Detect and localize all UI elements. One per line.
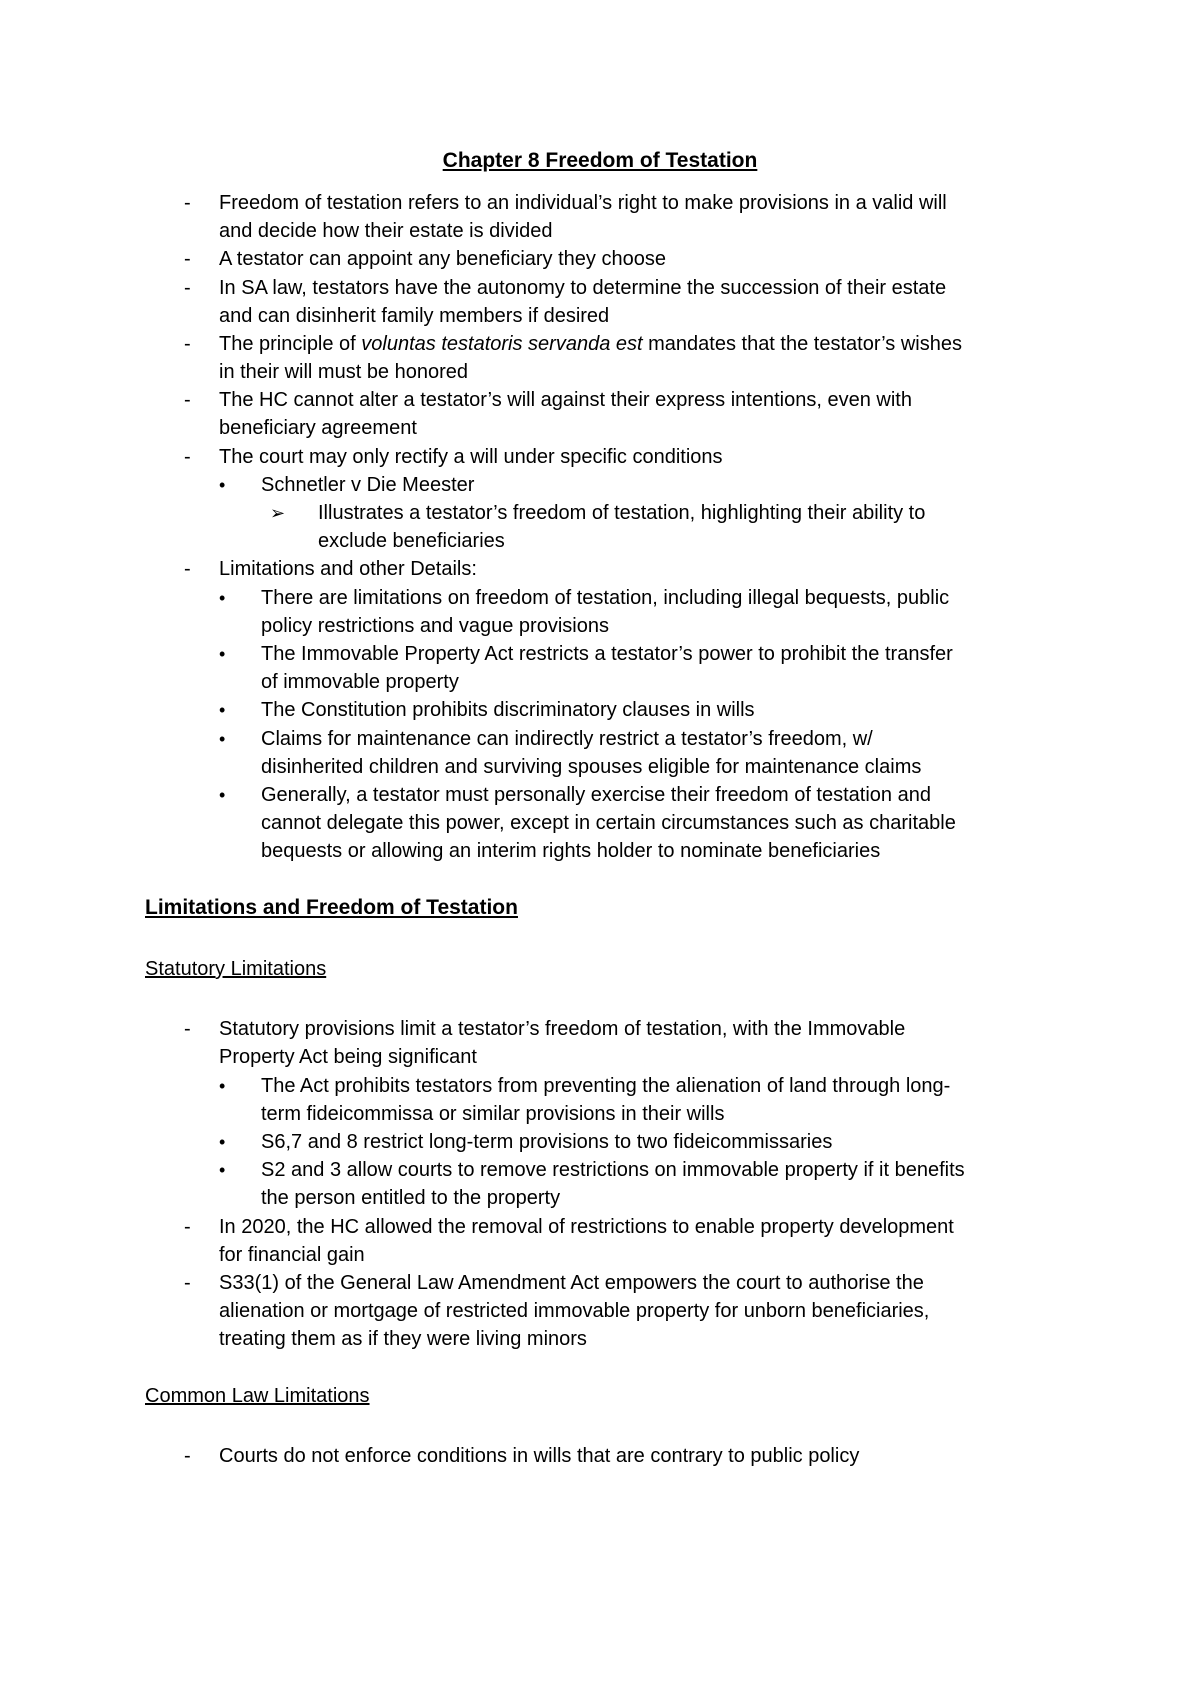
dash-marker: - [184, 277, 191, 299]
list-item-text: Limitations and other Details: [219, 558, 477, 580]
dash-marker: - [184, 389, 191, 411]
sub-item-text: Claims for maintenance can indirectly restrict a testator’s freedom, w/ [261, 728, 873, 750]
list-item-text: beneficiary agreement [219, 417, 417, 439]
list-item-text: Property Act being significant [219, 1046, 477, 1068]
list-item-text: Courts do not enforce conditions in wills that are contrary to public policy [219, 1445, 860, 1467]
list-item-text: A testator can appoint any beneficiary they choose [219, 248, 666, 270]
dash-marker: - [184, 333, 191, 355]
list-item-text: in their will must be honored [219, 361, 469, 383]
list-item-text: and can disinherit family members if desired [219, 305, 610, 327]
list-item-text: In SA law, testators have the autonomy to determine the succession of their estate [219, 277, 947, 299]
dash-marker: - [184, 192, 191, 214]
bullet-marker: • [219, 475, 226, 495]
list-item-text: The HC cannot alter a testator’s will against their express intentions, even with [219, 389, 912, 411]
bullet-marker: • [219, 1160, 226, 1180]
list-item-text: Freedom of testation refers to an individual’s right to make provisions in a valid will [219, 192, 947, 214]
sub-item-text: S2 and 3 allow courts to remove restrictions on immovable property if it benefits [261, 1159, 965, 1181]
section-heading: Limitations and Freedom of Testation [145, 896, 518, 919]
sub-item-text: policy restrictions and vague provisions [261, 615, 609, 637]
list-item-text: The court may only rectify a will under specific conditions [219, 446, 723, 468]
latin-maxim: voluntas testatoris servanda est [361, 333, 643, 355]
list-item-text: alienation or mortgage of restricted immovable property for unborn beneficiaries, [219, 1300, 930, 1322]
sub-item-text: term fideicommissa or similar provisions in their wills [261, 1103, 725, 1125]
sub-sub-item-text: exclude beneficiaries [318, 530, 505, 552]
dash-marker: - [184, 1445, 191, 1467]
dash-marker: - [184, 446, 191, 468]
dash-marker: - [184, 558, 191, 580]
dash-marker: - [184, 1272, 191, 1294]
list-item-text: and decide how their estate is divided [219, 220, 553, 242]
list-item-text: S33(1) of the General Law Amendment Act empowers the court to authorise the [219, 1272, 924, 1294]
list-item-text: for financial gain [219, 1244, 365, 1266]
list-item-text: treating them as if they were living minors [219, 1328, 587, 1350]
bullet-marker: • [219, 785, 226, 805]
bullet-marker: • [219, 1076, 226, 1096]
bullet-marker: • [219, 588, 226, 608]
list-item-text: The principle of voluntas testatoris servanda est mandates that the testator’s wishes [219, 333, 962, 355]
sub-item-text: The Constitution prohibits discriminatory clauses in wills [261, 699, 755, 721]
sub-item-text: Schnetler v Die Meester [261, 474, 475, 496]
sub-item-text: The Immovable Property Act restricts a testator’s power to prohibit the transfer [261, 643, 953, 665]
sub-item-text: cannot delegate this power, except in certain circumstances such as charitable [261, 812, 956, 834]
sub-item-text: disinherited children and surviving spouses eligible for maintenance claims [261, 756, 922, 778]
bullet-marker: • [219, 700, 226, 720]
bullet-marker: • [219, 1132, 226, 1152]
sub-item-text: of immovable property [261, 671, 459, 693]
bullet-marker: • [219, 644, 226, 664]
sub-item-text: the person entitled to the property [261, 1187, 561, 1209]
subsection-heading-statutory: Statutory Limitations [145, 958, 327, 980]
bullet-marker: • [219, 729, 226, 749]
sub-item-text: S6,7 and 8 restrict long-term provisions to two fideicommissaries [261, 1131, 833, 1153]
dash-marker: - [184, 248, 191, 270]
subsection-heading-common-law: Common Law Limitations [145, 1385, 370, 1407]
sub-item-text: There are limitations on freedom of testation, including illegal bequests, public [261, 587, 950, 609]
list-item-text: In 2020, the HC allowed the removal of restrictions to enable property development [219, 1216, 954, 1238]
dash-marker: - [184, 1018, 191, 1040]
sub-item-text: bequests or allowing an interim rights holder to nominate beneficiaries [261, 840, 881, 862]
sub-item-text: Generally, a testator must personally exercise their freedom of testation and [261, 784, 931, 806]
sub-sub-item-text: Illustrates a testator’s freedom of testation, highlighting their ability to [318, 502, 926, 524]
arrow-marker: ➢ [270, 503, 286, 523]
page-title: Chapter 8 Freedom of Testation [442, 149, 758, 172]
dash-marker: - [184, 1216, 191, 1238]
list-item-text: Statutory provisions limit a testator’s freedom of testation, with the Immovable [219, 1018, 906, 1040]
sub-item-text: The Act prohibits testators from preventing the alienation of land through long- [261, 1075, 951, 1097]
